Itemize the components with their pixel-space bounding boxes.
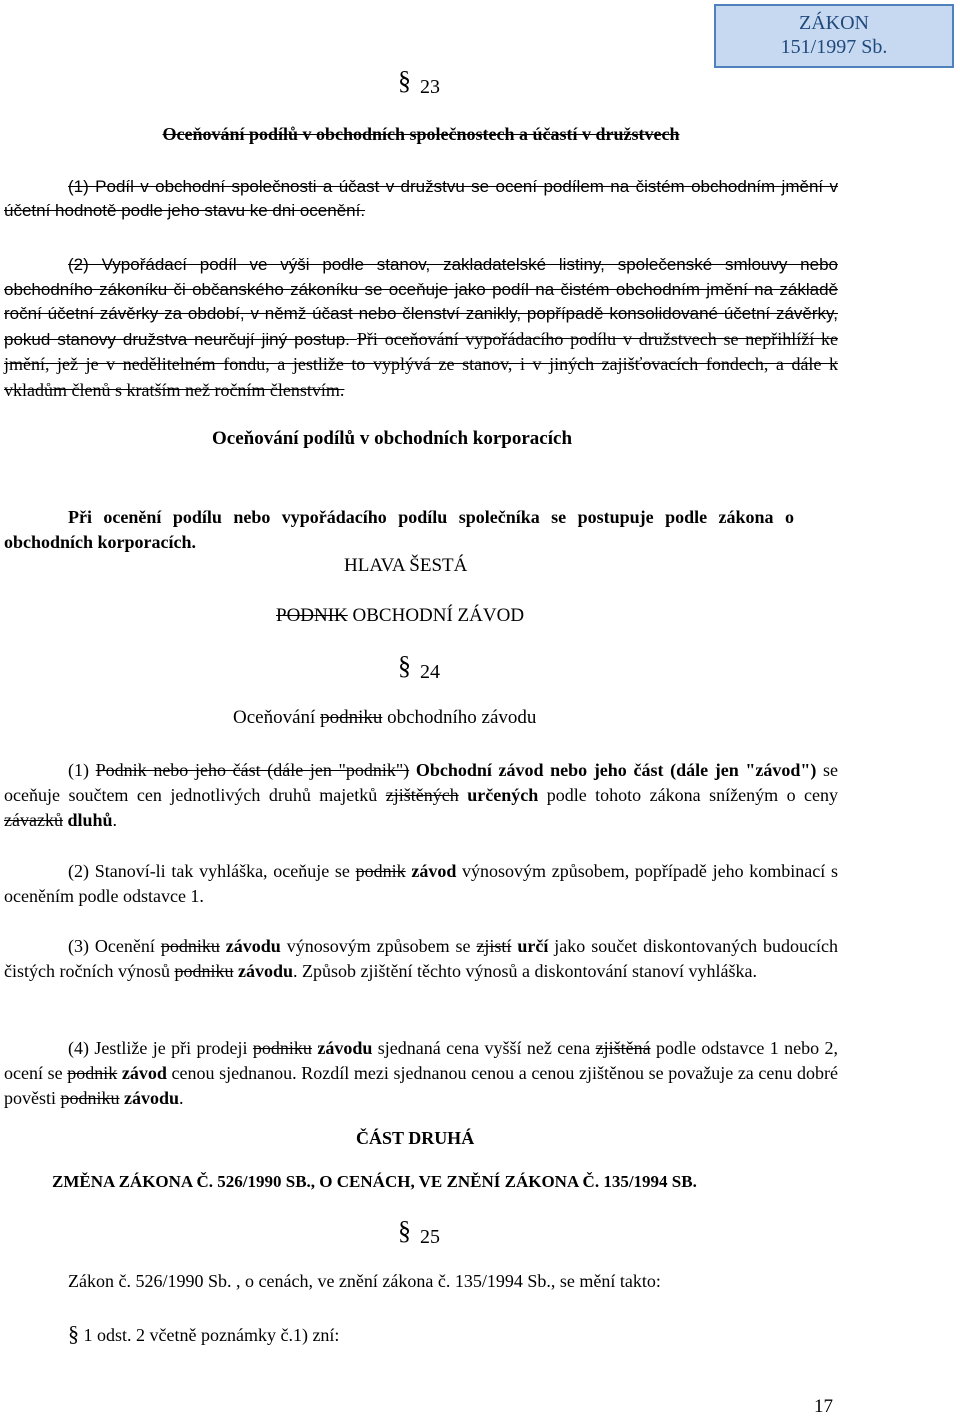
p4-text-b: sjednaná cena vyšší než cena xyxy=(377,1038,591,1058)
chapter-heading: HLAVA ŠESTÁ xyxy=(344,555,468,576)
p3-new-1: závodu xyxy=(225,936,281,956)
p1-new-1: Obchodní závod nebo jeho část (dále jen "závod") xyxy=(415,760,817,780)
p4-old-4: podniku xyxy=(60,1088,120,1108)
section-24-paragraph-3 xyxy=(4,934,838,984)
section-24-marker xyxy=(398,651,440,685)
chapter-title-new: OBCHODNÍ ZÁVOD xyxy=(352,605,525,626)
chapter-title xyxy=(276,605,524,627)
paragraph-2-struck-text: (2) Vypořádací podíl ve výši podle stanov, zakladatelské listiny, společenské smlouvy nebo obchodního zákoníku či občanského zákoníku se oceňuje jako podíl na čistém obchodním jmění na základě roční účetní závěrky za období, v němž účast nebo členství zanikly, popřípadě konsolidované účetní závěrky, pokud stanovy družstva neurčují jiný postup. xyxy=(4,255,838,349)
p4-old-3: podnik xyxy=(67,1063,118,1083)
p1-old-1: Podnik nebo jeho část (dále jen "podnik") xyxy=(95,760,410,780)
section-25-line-2 xyxy=(68,1321,339,1347)
section-symbol: § xyxy=(68,1321,79,1346)
section-25-line-2-text: 1 odst. 2 včetně poznámky č.1) zní: xyxy=(83,1325,340,1345)
section-25-line-1: Zákon č. 526/1990 Sb. , o cenách, ve znění zákona č. 135/1994 Sb., se mění takto: xyxy=(68,1271,661,1291)
heading-part-a: Oceňování xyxy=(233,707,316,728)
section-symbol: § xyxy=(398,1216,411,1245)
p1-text-d: . xyxy=(112,810,118,830)
section-number: 25 xyxy=(420,1226,440,1248)
section-number: 24 xyxy=(420,661,440,683)
p4-old-1: podniku xyxy=(252,1038,312,1058)
p4-new-4: závodu xyxy=(124,1088,180,1108)
p2-text-b: výnosovým způsobem, popřípadě jeho kombinací s oceněním podle odstavce 1. xyxy=(4,861,838,906)
section-23-new-heading: Oceňování podílů v obchodních korporacích xyxy=(212,428,573,449)
p1-text-c: podle tohoto zákona sníženým o ceny xyxy=(546,785,839,805)
section-23-marker xyxy=(398,66,440,100)
section-number: 23 xyxy=(420,76,440,98)
chapter-title-old: PODNIK xyxy=(276,605,348,626)
p1-new-3: dluhů xyxy=(67,810,113,830)
badge-number: 151/1997 Sb. xyxy=(780,36,888,58)
section-symbol: § xyxy=(398,66,411,95)
section-symbol: § xyxy=(398,651,411,680)
part-2-subtitle: ZMĚNA ZÁKONA Č. 526/1990 SB., O CENÁCH, VE ZNĚNÍ ZÁKONA Č. 135/1994 SB. xyxy=(52,1172,697,1191)
heading-old: podniku xyxy=(320,707,383,728)
p3-text-c: jako součet diskontovaných budoucích čistých ročních výnosů xyxy=(4,936,838,981)
paragraph-2-struck-tail: Při oceňování vypořádacího podílu v družstvech se nepřihlíží ke jmění, jež je v nedělitelném fondu, a jestliže to vyplývá ze stanov, i v jiných zajišťovacích fondech, a dále k vkladům členů s kratším než ročním členstvím. xyxy=(4,328,838,400)
section-23-heading-struck: Oceňování podílů v obchodních společnostech a účastí v družstvech xyxy=(162,124,680,144)
section-23-paragraph-1-struck: (1) Podíl v obchodní společnosti a účast v družstvu se ocení podílem na čistém obchodním jmění v účetní hodnotě podle jeho stavu ke dni ocenění. xyxy=(4,177,838,220)
p3-old-2: zjistí xyxy=(476,936,512,956)
p3-old-3: podniku xyxy=(174,961,234,981)
p4-new-1: závodu xyxy=(317,1038,373,1058)
p3-text-b: výnosovým způsobem se xyxy=(286,936,471,956)
section-25-marker xyxy=(398,1216,440,1250)
section-23-new-text: Při ocenění podílu nebo vypořádacího podílu společníka se postupuje podle zákona o obchodních korporacích. xyxy=(4,507,794,552)
part-2-title: ČÁST DRUHÁ xyxy=(356,1128,475,1148)
p4-text-a: (4) Jestliže je při prodeji xyxy=(68,1038,248,1058)
p3-text-a: (3) Ocenění xyxy=(68,936,155,956)
p4-text-d: cenou sjednanou. Rozdíl mezi sjednanou cenou a cenou zjištěnou se považuje za cenu dobré pověsti xyxy=(4,1063,839,1108)
p1-old-3: závazků xyxy=(4,810,63,830)
p4-new-3: závod xyxy=(121,1063,167,1083)
p2-new-1: závod xyxy=(411,861,457,881)
p3-new-2: určí xyxy=(517,936,549,956)
p4-old-2: zjištěná xyxy=(595,1038,651,1058)
p3-old-1: podniku xyxy=(160,936,220,956)
p3-text-d: . Způsob zjištění těchto výnosů a diskontování stanoví vyhláška. xyxy=(293,961,757,981)
p1-number: (1) xyxy=(68,760,89,780)
heading-part-b: obchodního závodu xyxy=(387,707,537,728)
p2-old-1: podnik xyxy=(355,861,406,881)
p2-text-a: (2) Stanoví-li tak vyhláška, oceňuje se xyxy=(68,861,350,881)
section-24-paragraph-4 xyxy=(4,1036,838,1111)
section-23-paragraph-2-struck xyxy=(4,253,838,404)
page-number: 17 xyxy=(814,1396,833,1417)
p4-text-e: . xyxy=(179,1088,184,1108)
section-24-paragraph-1 xyxy=(4,758,838,833)
p3-new-3: závodu xyxy=(237,961,293,981)
law-badge xyxy=(714,4,954,68)
p1-new-2: určených xyxy=(467,785,539,805)
section-24-paragraph-2 xyxy=(4,859,838,909)
p1-old-2: zjištěných xyxy=(385,785,459,805)
badge-title: ZÁKON xyxy=(799,12,869,34)
section-24-heading xyxy=(233,707,536,729)
p4-text-c: podle odstavce 1 nebo 2, ocení se xyxy=(4,1038,839,1083)
p1-text-b: se oceňuje součtem cen jednotlivých druhů majetků xyxy=(4,760,839,805)
